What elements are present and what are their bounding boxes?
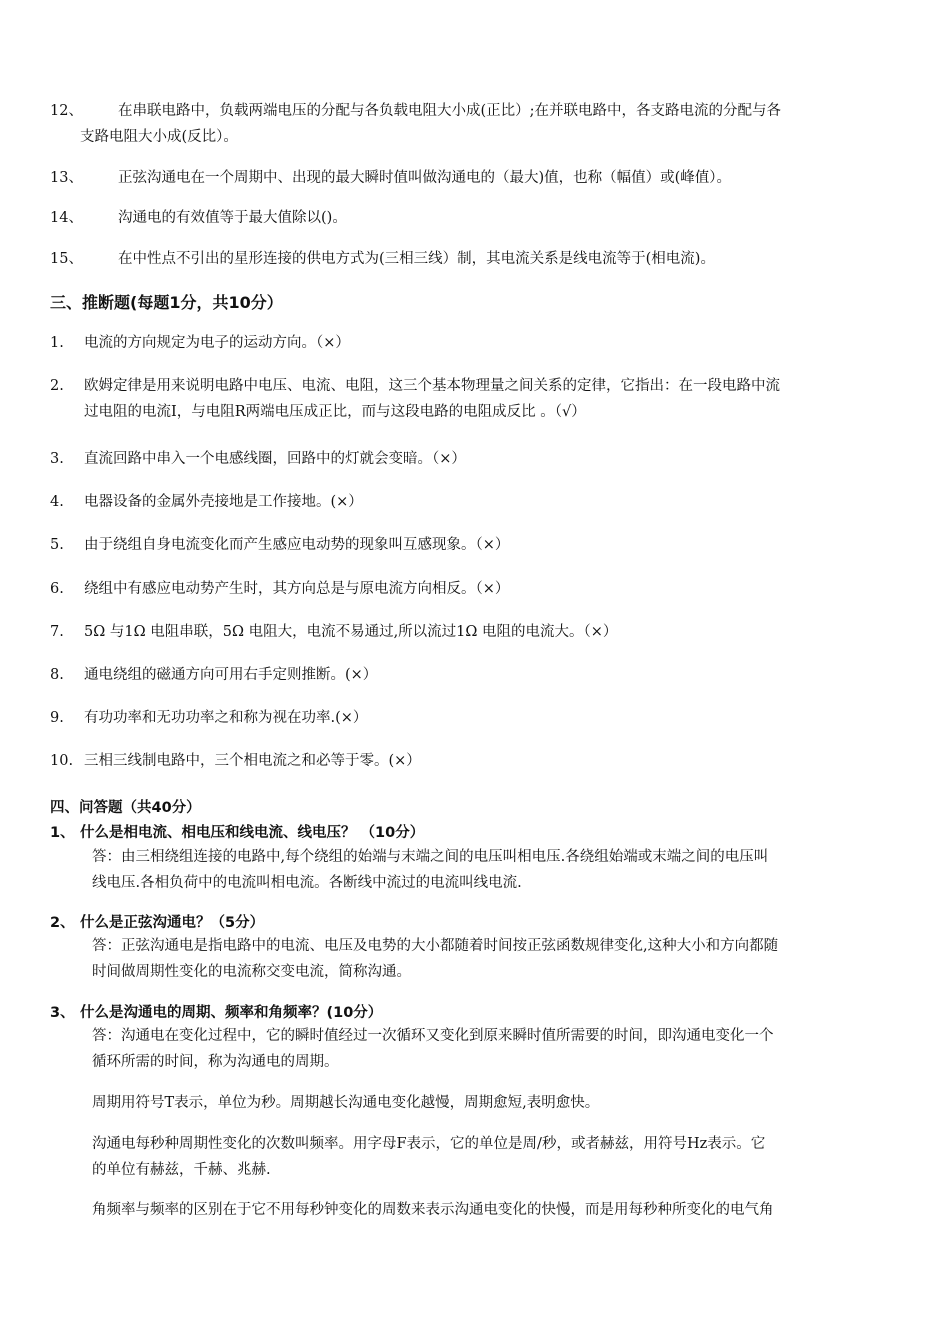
judge-item-8 [50, 662, 910, 688]
judge-item-2 [50, 373, 910, 425]
item-number: 15、 [50, 251, 83, 267]
answer-2 [92, 933, 892, 985]
judge-item-7 [50, 619, 910, 645]
question-number: 3、 [50, 1005, 75, 1021]
section-heading-qa: 四、问答题（共40分） [50, 800, 201, 816]
question-number: 1、 [50, 825, 75, 841]
judge-item-4 [50, 489, 910, 515]
fill-item-15 [50, 246, 910, 272]
item-text: 在串联电路中，负载两端电压的分配与各负载电阻大小成(正比）;在并联电路中，各支路电流的分配与各 [118, 103, 782, 119]
answer-3-paragraph-frequency [92, 1131, 892, 1183]
item-number: 8. [50, 667, 64, 683]
fill-item-13 [50, 165, 910, 191]
item-text: 沟通电的有效值等于最大值除以()。 [118, 210, 347, 226]
item-number: 10. [50, 753, 74, 769]
judge-item-3 [50, 446, 910, 472]
question-text: 什么是沟通电的周期、频率和角频率？(10分） [80, 1005, 383, 1021]
item-text: 在中性点不引出的星形连接的供电方式为(三相三线）制，其电流关系是线电流等于(相电流)。 [118, 251, 715, 267]
item-text: 电器设备的金属外壳接地是工作接地。(×） [84, 494, 363, 510]
answer-line: 答：沟通电在变化过程中，它的瞬时值经过一次循环又变化到原来瞬时值所需要的时间，即沟通电变化一个 [92, 1028, 774, 1044]
item-number: 6. [50, 581, 64, 597]
answer-line: 答：由三相绕组连接的电路中,每个绕组的始端与末端之间的电压叫相电压.各绕组始端或末端之间的电压叫 [92, 849, 769, 865]
item-text: 通电绕组的磁通方向可用右手定则推断。(×） [84, 667, 378, 683]
answer-line: 周期用符号T表示，单位为秒。周期越长沟通电变化越慢，周期愈短,表明愈快。 [92, 1095, 600, 1111]
item-text: 有功功率和无功功率之和称为视在功率.(×） [84, 710, 368, 726]
answer-line: 循环所需的时间，称为沟通电的周期。 [92, 1054, 339, 1070]
question-text: 什么是相电流、相电压和线电流、线电压？ （10分） [80, 825, 425, 841]
answer-line: 的单位有赫兹，千赫、兆赫. [92, 1162, 271, 1178]
answer-line: 沟通电每秒种周期性变化的次数叫频率。用字母F表示，它的单位是周/秒，或者赫兹，用符号Hz表示。它 [92, 1136, 766, 1152]
answer-3-paragraph-period [92, 1090, 892, 1116]
fill-item-14 [50, 205, 910, 231]
question-1 [50, 821, 424, 842]
item-number: 13、 [50, 170, 83, 186]
answer-line: 答：正弦沟通电是指电路中的电流、电压及电势的大小都随着时间按正弦函数规律变化,这种大小和方向都随 [92, 938, 779, 954]
item-text: 三相三线制电路中，三个相电流之和必等于零。(×） [84, 753, 421, 769]
question-3 [50, 1001, 382, 1022]
answer-line: 线电压.各相负荷中的电流叫相电流。各断线中流过的电流叫线电流. [92, 875, 522, 891]
judge-item-1 [50, 330, 910, 356]
question-text: 什么是正弦沟通电？（5分） [80, 915, 265, 931]
item-number: 5. [50, 537, 64, 553]
question-number: 2、 [50, 915, 75, 931]
answer-1 [92, 844, 892, 896]
judge-item-6 [50, 576, 910, 602]
answer-line: 角频率与频率的区别在于它不用每秒钟变化的周数来表示沟通电变化的快慢，而是用每秒种所变化的电气角 [92, 1202, 774, 1218]
item-number: 1. [50, 335, 64, 351]
item-text: 电流的方向规定为电子的运动方向。（×） [84, 335, 350, 351]
item-number: 3. [50, 451, 64, 467]
item-text-continued: 支路电阻大小成(反比）。 [80, 129, 238, 145]
answer-3 [92, 1023, 892, 1075]
item-number: 7. [50, 624, 64, 640]
item-number: 4. [50, 494, 64, 510]
fill-item-12 [50, 98, 910, 150]
item-number: 2. [50, 378, 64, 394]
item-text: 绕组中有感应电动势产生时，其方向总是与原电流方向相反。（×） [84, 581, 510, 597]
item-number: 9. [50, 710, 64, 726]
item-text: 5Ω 与1Ω 电阻串联，5Ω 电阻大，电流不易通过,所以流过1Ω 电阻的电流大。（×） [84, 624, 618, 640]
item-text: 直流回路中串入一个电感线圈，回路中的灯就会变暗。（×） [84, 451, 466, 467]
judge-item-5 [50, 532, 910, 558]
item-number: 12、 [50, 103, 83, 119]
item-text-continued: 过电阻的电流I，与电阻R两端电压成正比，而与这段电路的电阻成反比 。（√） [84, 404, 586, 420]
item-text: 由于绕组自身电流变化而产生感应电动势的现象叫互感现象。（×） [84, 537, 510, 553]
section-heading-judgement: 三、推断题(每题1分，共10分） [50, 293, 283, 312]
answer-line: 时间做周期性变化的电流称交变电流，简称沟通。 [92, 964, 411, 980]
judge-item-9 [50, 705, 910, 731]
item-text: 欧姆定律是用来说明电路中电压、电流、电阻，这三个基本物理量之间关系的定律，它指出：在一段电路中流 [84, 378, 780, 394]
item-number: 14、 [50, 210, 83, 226]
answer-3-paragraph-angular-frequency [92, 1197, 892, 1223]
question-2 [50, 911, 264, 932]
item-text: 正弦沟通电在一个周期中、出现的最大瞬时值叫做沟通电的（最大)值，也称（幅值）或(峰值）。 [118, 170, 732, 186]
judge-item-10 [50, 748, 910, 774]
